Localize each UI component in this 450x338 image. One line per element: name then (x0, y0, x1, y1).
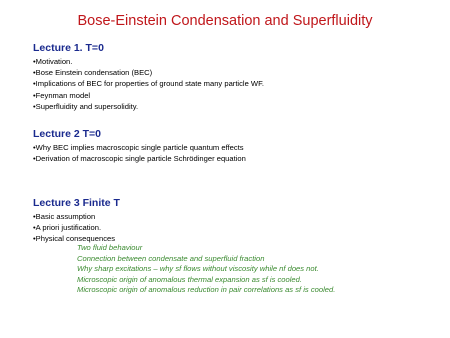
list-item: Microscopic origin of anomalous reduction in pair correlations as sf is cooled. (77, 285, 336, 295)
list-item: • Feynman model (33, 90, 264, 101)
list-item: • Physical consequences (33, 233, 115, 244)
list-item: • Why BEC implies macroscopic single particle quantum effects (33, 142, 246, 153)
list-item: Why sharp excitations – why sf flows without viscosity while nf does not. (77, 264, 319, 274)
list-item: • Derivation of macroscopic single particle Schrödinger equation (33, 153, 246, 164)
list-item: • Bose Einstein condensation (BEC) (33, 67, 264, 78)
lecture-3-list (33, 211, 115, 245)
list-item: • Implications of BEC for properties of ground state many particle WF. (33, 78, 264, 89)
list-item: • Motivation. (33, 56, 264, 67)
list-item: Microscopic origin of anomalous thermal expansion as sf is cooled. (77, 274, 302, 284)
lecture-2-heading: Lecture 2 T=0 (33, 128, 101, 140)
lecture-3-heading: Lecture 3 Finite T (33, 197, 120, 209)
list-item: Connection between condensate and superfluid fraction (77, 253, 265, 263)
lecture-1-heading: Lecture 1. T=0 (33, 42, 104, 54)
list-item: • A priori justification. (33, 222, 115, 233)
lecture-3-consequences (77, 243, 335, 296)
list-item: • Basic assumption (33, 211, 115, 222)
lecture-2-list (33, 142, 246, 164)
slide-title: Bose-Einstein Condensation and Superfluidity (77, 13, 373, 29)
list-item: • Superfluidity and supersolidity. (33, 101, 264, 112)
lecture-1-list (33, 56, 264, 112)
list-item: Two fluid behaviour (77, 243, 143, 252)
